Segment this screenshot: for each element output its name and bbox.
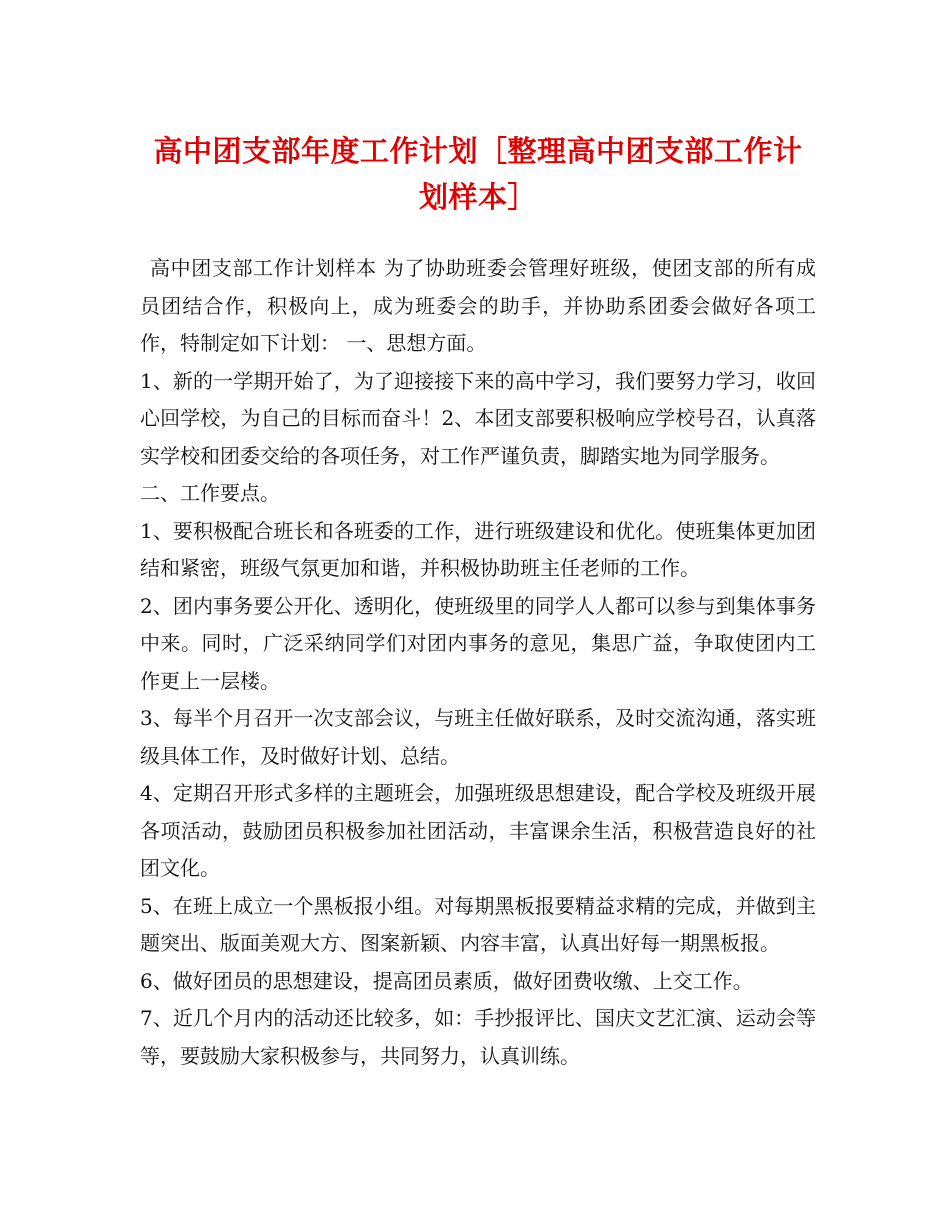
paragraph-item-7: 7、近几个月内的活动还比较多，如：手抄报评比、国庆文艺汇演、运动会等等，要鼓励大家积极参与，共同努力，认真训练。 (140, 1006, 816, 1068)
paragraph-item-1: 1、要积极配合班长和各班委的工作，进行班级建设和优化。使班集体更加团结和紧密，班级气氛更加和谐，并积极协助班主任老师的工作。 (140, 518, 816, 580)
document-body (140, 250, 816, 1075)
paragraph-item-6: 6、做好团员的思想建设，提高团员素质，做好团费收缴、上交工作。 (140, 968, 753, 993)
paragraph-item-4: 4、定期召开形式多样的主题班会，加强班级思想建设，配合学校及班级开展各项活动，鼓励团员积极参加社团活动，丰富课余生活，积极营造良好的社团文化。 (140, 781, 816, 880)
paragraph-intro: 高中团支部工作计划样本 为了协助班委会管理好班级，使团支部的所有成员团结合作，积极向上，成为班委会的助手，并协助系团委会做好各项工作，特制定如下计划： 一、思想方面。 (140, 256, 816, 355)
paragraph-thought-items: 1、新的一学期开始了，为了迎接接下来的高中学习，我们要努力学习，收回心回学校，为自己的目标而奋斗！2、本团支部要积极响应学校号召，认真落实学校和团委交给的各项任务，对工作严谨负责，脚踏实地为同学服务。 (140, 368, 816, 468)
paragraph-item-2: 2、团内事务要公开化、透明化，使班级里的同学人人都可以参与到集体事务中来。同时，广泛采纳同学们对团内事务的意见，集思广益，争取使团内工作更上一层楼。 (140, 593, 816, 693)
section-heading-work-points: 二、工作要点。 (140, 481, 280, 505)
paragraph-item-5: 5、在班上成立一个黑板报小组。对每期黑板报要精益求精的完成，并做到主题突出、版面美观大方、图案新颖、内容丰富，认真出好每一期黑板报。 (140, 893, 816, 955)
document-title: 高中团支部年度工作计划［整理高中团支部工作计划样本］ (153, 134, 803, 214)
paragraph-item-3: 3、每半个月召开一次支部会议，与班主任做好联系，及时交流沟通，落实班级具体工作，及时做好计划、总结。 (140, 706, 816, 768)
